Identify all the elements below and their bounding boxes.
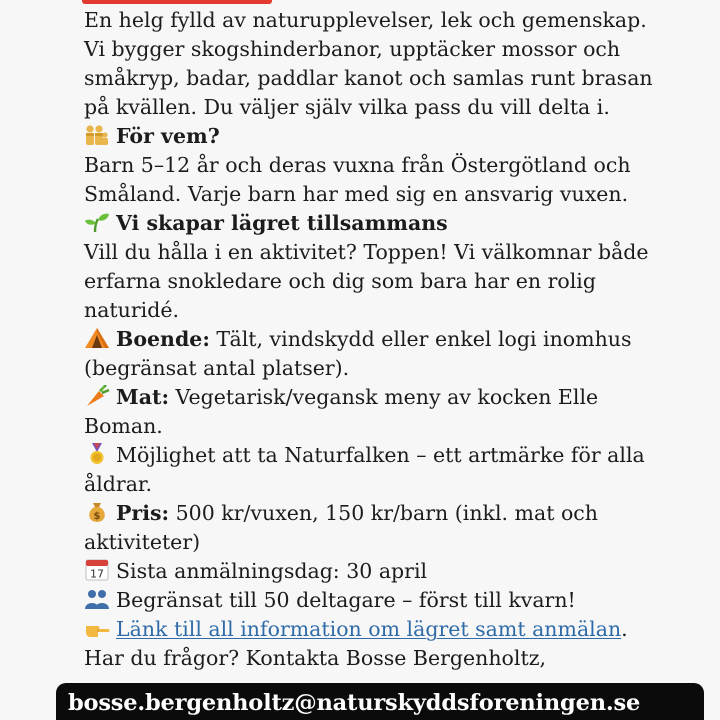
mat-line-1	[84, 383, 720, 412]
medal-emoji-icon	[84, 443, 110, 465]
email-caption-bar	[56, 683, 704, 720]
intro-line-4: på kvällen. Du väljer själv vilka pass du vill delta i.	[84, 95, 610, 119]
link-line	[84, 615, 720, 644]
calendar-emoji-icon	[84, 559, 110, 581]
limit-line	[84, 586, 720, 615]
tent-emoji-icon	[84, 327, 110, 349]
pris-text-1: 500 kr/vuxen, 150 kr/barn (inkl. mat och	[169, 501, 598, 525]
naturfalken-text-1: Möjlighet att ta Naturfalken – ett artmärke för alla	[116, 443, 645, 467]
together-line-1: Vill du hålla i en aktivitet? Toppen! Vi välkomnar både	[84, 240, 649, 264]
svg-text:$: $	[93, 511, 101, 522]
deadline-text: Sista anmälningsdag: 30 april	[116, 559, 428, 583]
questions-line: Har du frågor? Kontakta Bosse Bergenholtz,	[84, 646, 547, 670]
naturfalken-line-2: åldrar.	[84, 472, 152, 496]
link-trailing-period: .	[621, 617, 628, 641]
naturfalken-line-1	[84, 441, 720, 470]
money-bag-emoji-icon	[84, 501, 110, 523]
boende-label: Boende:	[116, 327, 210, 351]
camp-info-text	[84, 6, 720, 673]
deadline-line	[84, 557, 720, 586]
top-accent-bar	[82, 0, 272, 4]
for-whom-line-1: Barn 5–12 år och deras vuxna från Östergötland och	[84, 153, 631, 177]
calendar-day-number: 17	[90, 567, 104, 581]
pris-line-1	[84, 499, 720, 528]
mat-line-2: Boman.	[84, 414, 163, 438]
intro-line-3: småkryp, badar, paddlar kanot och samlas runt brasan	[84, 66, 653, 90]
family-emoji-icon	[84, 124, 110, 146]
for-whom-line-2: Småland. Varje barn har med sig en ansvarig vuxen.	[84, 182, 629, 206]
seedling-emoji-icon	[84, 211, 110, 233]
together-heading	[84, 209, 720, 238]
carrot-emoji-icon	[84, 385, 110, 407]
mat-label: Mat:	[116, 385, 170, 409]
together-heading-text: Vi skapar lägret tillsammans	[116, 211, 448, 235]
boende-line-2: (begränsat antal platser).	[84, 356, 350, 380]
boende-line-1	[84, 325, 720, 354]
people-emoji-icon	[84, 588, 110, 610]
for-whom-heading-text: För vem?	[116, 124, 220, 148]
limit-text: Begränsat till 50 deltagare – först till kvarn!	[116, 588, 576, 612]
pointing-hand-emoji-icon	[84, 617, 110, 639]
for-whom-heading	[84, 122, 720, 151]
intro-line-2: Vi bygger skogshinderbanor, upptäcker mossor och	[84, 37, 621, 61]
pris-line-2: aktiviteter)	[84, 530, 201, 554]
intro-line-1: En helg fylld av naturupplevelser, lek och gemenskap.	[84, 8, 647, 32]
together-line-3: naturidé.	[84, 298, 179, 322]
contact-email[interactable]: bosse.bergenholtz@naturskyddsforeningen.se	[68, 690, 641, 716]
registration-link[interactable]: Länk till all information om lägret samt anmälan	[116, 617, 622, 641]
pris-label: Pris:	[116, 501, 170, 525]
together-line-2: erfarna snokledare och dig som bara har en rolig	[84, 269, 596, 293]
mat-text-1: Vegetarisk/vegansk meny av kocken Elle	[169, 385, 599, 409]
boende-text-1: Tält, vindskydd eller enkel logi inomhus	[209, 327, 632, 351]
